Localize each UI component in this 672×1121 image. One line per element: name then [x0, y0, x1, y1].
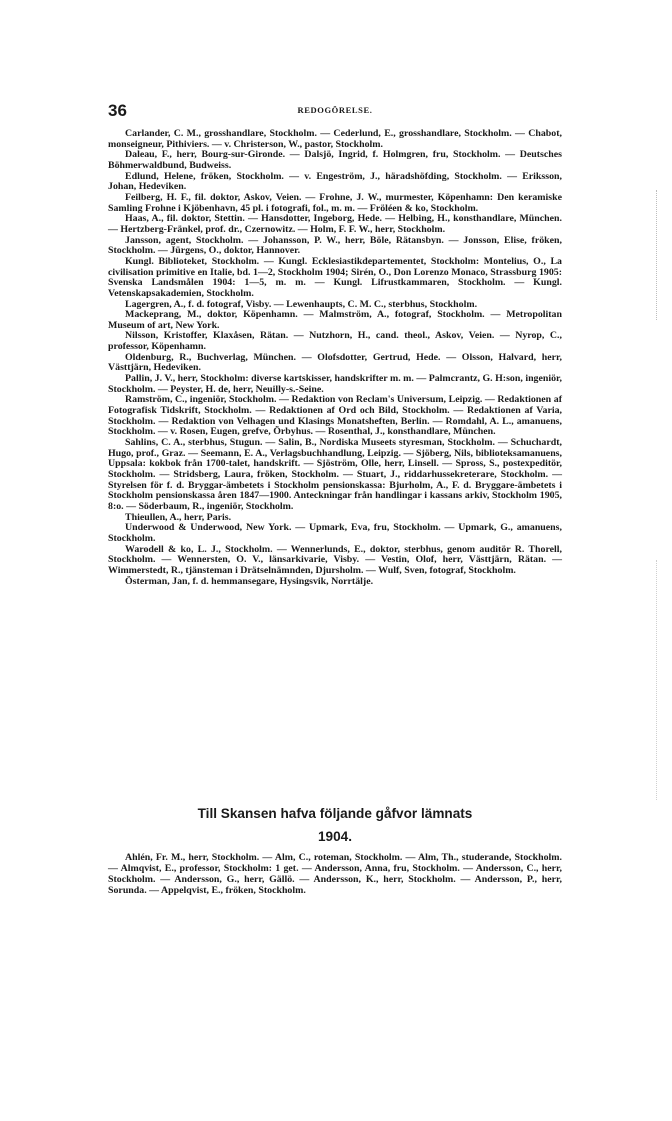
skansen-donor-entry-a: Ahlén, Fr. M., herr, Stockholm. — Alm, C., roteman, Stockholm. — Alm, Th., studerande, Stockholm. — Almqvist, E., professor, Stockholm: 1 get. — Andersson, Anna, fru, Stockholm. — Andersson, C., herr, Stockholm. — Andersson, G., herr, Gällö. — Andersson, K., herr, Stockholm. — Andersson, P., herr, Sorunda. — Appelqvist, E., fröken, Stockholm.: [108, 852, 562, 896]
donor-entry-n: Nilsson, Kristoffer, Klaxåsen, Rätan. — Nutzhorn, H., cand. theol., Askov, Veien. — Nyrop, C., professor, Köpenhamn.: [108, 330, 562, 353]
skansen-donor-list: [108, 853, 562, 897]
section-title: Till Skansen hafva följande gåfvor lämnats: [197, 806, 473, 821]
donor-entry-e: Edlund, Helene, fröken, Stockholm. — v. Engeström, J., häradshöfding, Stockholm. — Eriksson, Johan, Hedeviken.: [108, 170, 562, 193]
scan-edge-mark: [656, 560, 658, 800]
page-header: [108, 101, 562, 123]
section-year: 1904.: [317, 829, 353, 844]
donor-entry-w: Warodell & ko, L. J., Stockholm. — Wennerlunds, E., doktor, sterbhus, genom auditör R. Thorell, Stockholm. — Wennersten, O. V., länsarkivarie, Visby. — Vestin, Olof, herr, Västtjärn, Rätan. — Wimmerstedt, R., tjänsteman i Drätselnämnden, Djursholm. — Wulf, Sven, fotograf, Stockholm.: [108, 543, 562, 576]
donor-entry-l: Lagergren, A., f. d. fotograf, Visby. — Lewenhaupts, C. M. C., sterbhus, Stockholm.: [125, 298, 478, 310]
donor-entry-d: Daleau, F., herr, Bourg-sur-Gironde. — Dalsjö, Ingrid, f. Holmgren, fru, Stockholm. — Deutsches Böhmerwaldbund, Budweiss.: [108, 149, 562, 171]
section-heading: [108, 802, 562, 848]
donor-entry-c: Carlander, C. M., grosshandlare, Stockholm. — Cederlund, E., grosshandlare, Stockholm. — Chabot, monseigneur, Pithiviers. — v. Christerson, W., pastor, Stockholm.: [108, 128, 562, 150]
donor-entry-p: Pallin, J. V., herr, Stockholm: diverse kartskisser, handskrifter m. m. — Palmcrantz, G. H:son, ingeniör, Stockholm. — Peyster, H. de, herr, Neuilly-s.-Seine.: [108, 373, 562, 395]
donor-entry-t: Thieullen, A., herr, Paris.: [125, 511, 232, 523]
page-number: 36: [108, 101, 127, 120]
running-head: REDOGÖRELSE.: [297, 105, 373, 115]
donor-entry-o: Oldenburg, R., Buchverlag, München. — Olofsdotter, Gertrud, Hede. — Olsson, Halvard, herr, Västtjärn, Hedeviken.: [108, 351, 562, 374]
donor-entry-s: Sahlins, C. A., sterbhus, Stugun. — Salin, B., Nordiska Museets styresman, Stockholm. — Schuchardt, Hugo, prof., Graz. — Seemann, E. A., Verlagsbuchhandlung, Leipzig. — Sjöberg, Nils, biblioteksamanuens, Uppsala: kokbok från 1700-talet, handskrift. — Sjöström, Olle, herr, Linsell. — Spross, S., postexpeditör, Stockholm. — Stridsberg, Laura, fröken, Stockholm. — Stuart, J., riddarhussekreterare, Stockholm. — Styrelsen för f. d. Bryggar-ämbetets i Stockholm pensionskassa: Bjurholm, A., F. d. Bryggare-ämbetets i Stockholm pensionskassa åren 1847—1900. Anteckningar från handlingar i kassans arkiv, Stockholm 1905, 8:o. — Söderbaum, R., ingeniör, Stockholm.: [108, 437, 562, 512]
donor-entry-o-umlaut: Österman, Jan, f. d. hemmansegare, Hysingsvik, Norrtälje.: [125, 575, 374, 587]
donor-entry-h: Haas, A., fil. doktor, Stettin. — Hansdotter, Ingeborg, Hede. — Helbing, H., konsthandlare, München. — Hertzberg-Fränkel, prof. dr., Czernowitz. — Holm, F. F. W., herr, Stockholm.: [108, 213, 562, 235]
donor-entry-k: Kungl. Biblioteket, Stockholm. — Kungl. Ecklesiastikdepartementet, Stockholm: Montelius, O., La civilisation primitive en Italie, bd. 1—2, Stockholm 1904; Sirén, O., Don Lorenzo Monaco, Strassburg 1905: Svenska Landsmålen 1904: 1—5, m. m. — Kungl. Lifrustkammaren, Stockholm. — Kungl. Vetenskapsakademien, Stockholm.: [108, 255, 562, 299]
donor-entry-u: Underwood & Underwood, New York. — Upmark, Eva, fru, Stockholm. — Upmark, G., amanuens, Stockholm.: [108, 522, 562, 544]
donor-list: [108, 129, 562, 587]
donor-entry-f: Feilberg, H. F., fil. doktor, Askov, Veien. — Frohne, J. W., murmester, Köpenhamn: Den keramiske Samling Frohne i Kjöbenhavn, 45 pl. i fotografi, fol., m. m. — Fröléen & ko, Stockholm.: [108, 191, 562, 214]
scan-edge-mark: [656, 190, 658, 320]
donor-entry-r: Ramström, C., ingeniör, Stockholm. — Redaktion von Reclam's Universum, Leipzig. — Redaktionen af Fotografisk Tidskrift, Stockholm. — Redaktionen af Ord och Bild, Stockholm. — Redaktionen af Varia, Stockholm. — Redaktion von Velhagen und Klasings Monatsheften, Berlin. — Romdahl, A. L., amanuens, Stockholm. — v. Rosen, Eugen, grefve, Örbyhus. — Rosenthal, J., konsthandlare, München.: [108, 394, 562, 438]
donor-entry-m: Mackeprang, M., doktor, Köpenhamn. — Malmström, A., fotograf, Stockholm. — Metropolitan Museum of art, New York.: [108, 309, 562, 331]
donor-entry-j: Jansson, agent, Stockholm. — Johansson, P. W., herr, Böle, Rätansbyn. — Jonsson, Elise, fröken, Stockholm. — Jürgens, O., doktor, Hannover.: [108, 234, 562, 257]
